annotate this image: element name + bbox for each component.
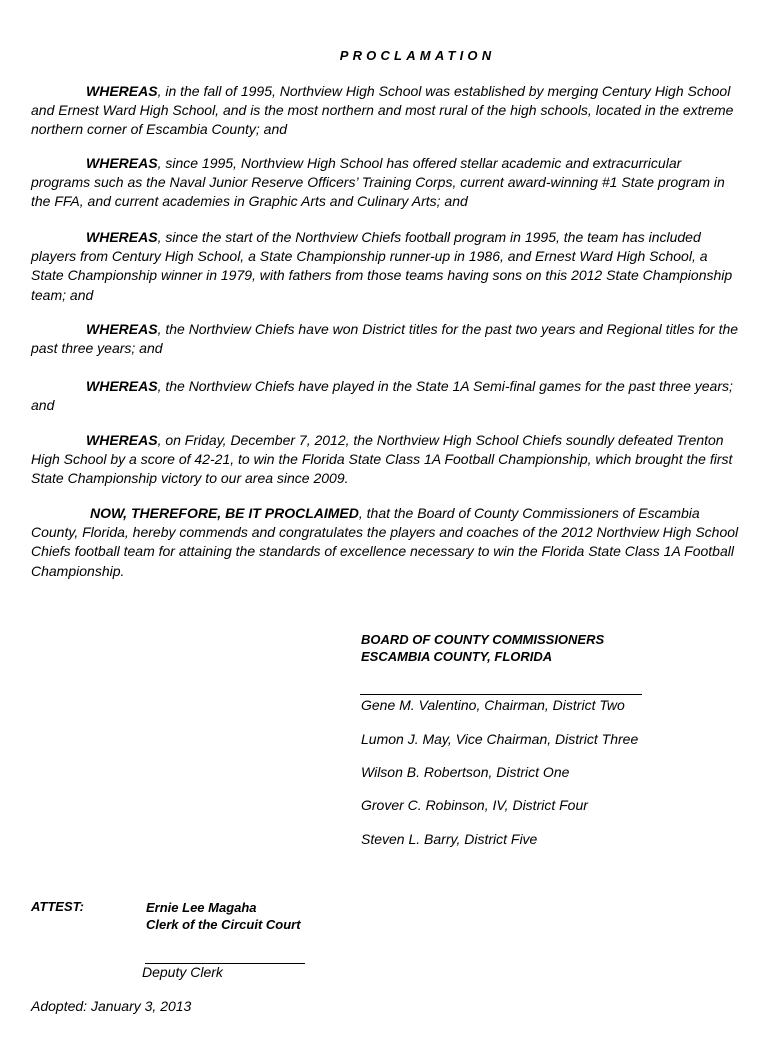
commissioner-name: Gene M. Valentino, Chairman, District Two	[361, 697, 625, 713]
paragraph-lead: WHEREAS	[86, 155, 158, 171]
paragraph-text: , in the fall of 1995, Northview High School was established by merging Century High School and Ernest Ward High School, and is the most northern and most rural of the high schools, located in the extreme northern corner of Escambia County; and	[31, 83, 734, 138]
paragraph-text: , that the Board of County Commissioners of Escambia County, Florida, hereby commends and congratulates the players and coaches of the 2012 Northview High School Chiefs football team for attaining the standards of excellence necessary to win the Florida State Class 1A Football Championship.	[31, 505, 739, 579]
paragraph-text: , the Northview Chiefs have played in the State 1A Semi-final games for the past three years; and	[31, 378, 733, 414]
commissioner-name: Lumon J. May, Vice Chairman, District Three	[361, 731, 639, 747]
board-county: ESCAMBIA COUNTY, FLORIDA	[361, 649, 553, 664]
whereas-paragraph-5	[31, 377, 743, 415]
paragraph-lead: WHEREAS	[86, 378, 158, 394]
paragraph-text: , on Friday, December 7, 2012, the Northview High School Chiefs soundly defeated Trenton High School by a score of 42-21, to win the Florida State Class 1A Football Championship, which brought the first State Championship victory to our area since 2009.	[31, 432, 733, 487]
paragraph-text: , the Northview Chiefs have won District titles for the past two years and Regional titles for the past three years; and	[31, 321, 739, 357]
adopted-date: Adopted: January 3, 2013	[31, 998, 192, 1014]
paragraph-lead: NOW, THEREFORE, BE IT PROCLAIMED	[90, 505, 359, 521]
whereas-paragraph-3	[31, 228, 743, 305]
proclaimed-paragraph	[31, 504, 743, 581]
deputy-clerk-label: Deputy Clerk	[142, 964, 223, 980]
paragraph-text: , since the start of the Northview Chiefs football program in 1995, the team has included players from Century High School, a State Championship runner-up in 1986, and Ernest Ward High School, a State Championship winner in 1979, with fathers from those teams having sons on this 2012 State Championship team; and	[31, 229, 733, 303]
whereas-paragraph-6	[31, 431, 743, 489]
paragraph-lead: WHEREAS	[86, 321, 158, 337]
board-name: BOARD OF COUNTY COMMISSIONERS	[361, 632, 605, 647]
paragraph-lead: WHEREAS	[86, 83, 158, 99]
commissioner-name: Steven L. Barry, District Five	[361, 831, 538, 847]
paragraph-lead: WHEREAS	[86, 432, 158, 448]
clerk-block	[146, 899, 301, 933]
document-title: PROCLAMATION	[339, 48, 496, 63]
chairman-signature-line	[360, 694, 642, 695]
whereas-paragraph-2	[31, 154, 743, 212]
whereas-paragraph-1	[31, 82, 743, 140]
clerk-title: Clerk of the Circuit Court	[146, 917, 301, 932]
board-heading	[361, 631, 604, 665]
attest-label: ATTEST:	[31, 899, 84, 914]
paragraph-lead: WHEREAS	[86, 229, 158, 245]
commissioner-name: Grover C. Robinson, IV, District Four	[361, 797, 588, 813]
clerk-name: Ernie Lee Magaha	[146, 900, 257, 915]
whereas-paragraph-4	[31, 320, 743, 358]
commissioner-name: Wilson B. Robertson, District One	[361, 764, 570, 780]
paragraph-text: , since 1995, Northview High School has offered stellar academic and extracurricular programs such as the Naval Junior Reserve Officers’ Training Corps, current award-winning #1 State program in the FFA, and current academies in Graphic Arts and Culinary Arts; and	[31, 155, 725, 210]
